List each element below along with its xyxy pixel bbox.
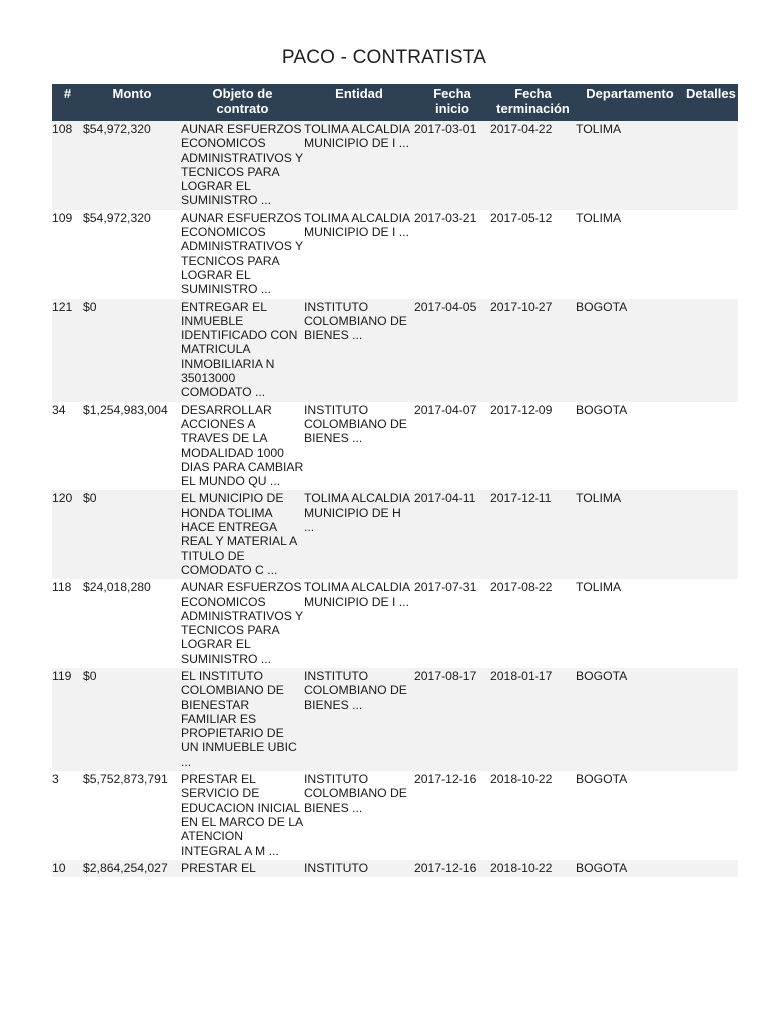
cell-objeto: ENTREGAR EL INMUEBLE IDENTIFICADO CON MATRICULA INMOBILIARIA N 35013000 COMODATO ...: [181, 299, 304, 402]
cell-monto: $54,972,320: [83, 121, 181, 210]
cell-monto: $2,864,254,027: [83, 860, 181, 877]
cell-fecha-inicio: 2017-04-05: [414, 299, 490, 402]
cell-monto: $24,018,280: [83, 579, 181, 668]
cell-monto: $54,972,320: [83, 210, 181, 299]
header-detalles: Detalles: [684, 84, 738, 121]
cell-entidad: INSTITUTO: [304, 860, 414, 877]
cell-detalles: [684, 402, 738, 491]
cell-num: 10: [52, 860, 83, 877]
cell-departamento: TOLIMA: [576, 579, 684, 668]
table-row: [52, 490, 738, 579]
table-row: [52, 121, 738, 210]
cell-num: 108: [52, 121, 83, 210]
cell-fecha-inicio: 2017-04-07: [414, 402, 490, 491]
cell-fecha-terminacion: 2017-12-11: [490, 490, 576, 579]
cell-detalles: [684, 668, 738, 771]
cell-fecha-terminacion: 2017-12-09: [490, 402, 576, 491]
cell-monto: $5,752,873,791: [83, 771, 181, 860]
table-row: [52, 210, 738, 299]
cell-fecha-inicio: 2017-03-21: [414, 210, 490, 299]
cell-fecha-inicio: 2017-07-31: [414, 579, 490, 668]
cell-departamento: TOLIMA: [576, 210, 684, 299]
cell-detalles: [684, 771, 738, 860]
cell-entidad: INSTITUTO COLOMBIANO DE BIENES ...: [304, 668, 414, 771]
cell-departamento: BOGOTA: [576, 860, 684, 877]
cell-departamento: TOLIMA: [576, 490, 684, 579]
header-monto: Monto: [83, 84, 181, 121]
cell-monto: $0: [83, 668, 181, 771]
cell-entidad: INSTITUTO COLOMBIANO DE BIENES ...: [304, 402, 414, 491]
cell-fecha-terminacion: 2018-10-22: [490, 860, 576, 877]
cell-objeto: AUNAR ESFUERZOS ECONOMICOS ADMINISTRATIVOS Y TECNICOS PARA LOGRAR EL SUMINISTRO ...: [181, 121, 304, 210]
cell-departamento: TOLIMA: [576, 121, 684, 210]
cell-detalles: [684, 860, 738, 877]
page-title: PACO - CONTRATISTA: [281, 47, 487, 68]
cell-fecha-terminacion: 2018-10-22: [490, 771, 576, 860]
table-row: [52, 668, 738, 771]
cell-objeto: AUNAR ESFUERZOS ECONOMICOS ADMINISTRATIVOS Y TECNICOS PARA LOGRAR EL SUMINISTRO ...: [181, 210, 304, 299]
cell-monto: $0: [83, 299, 181, 402]
cell-departamento: BOGOTA: [576, 771, 684, 860]
cell-fecha-inicio: 2017-03-01: [414, 121, 490, 210]
header-fecha-inicio: Fecha inicio: [414, 84, 490, 121]
header-departamento: Departamento: [576, 84, 684, 121]
table-row: [52, 860, 738, 877]
cell-detalles: [684, 210, 738, 299]
cell-monto: $1,254,983,004: [83, 402, 181, 491]
cell-departamento: BOGOTA: [576, 299, 684, 402]
cell-objeto: PRESTAR EL: [181, 860, 304, 877]
table-row: [52, 299, 738, 402]
cell-entidad: INSTITUTO COLOMBIANO DE BIENES ...: [304, 771, 414, 860]
header-fecha-terminacion: Fecha terminación: [490, 84, 576, 121]
cell-fecha-inicio: 2017-12-16: [414, 771, 490, 860]
table-header: [52, 84, 738, 121]
cell-num: 34: [52, 402, 83, 491]
cell-objeto: EL MUNICIPIO DE HONDA TOLIMA HACE ENTREGA REAL Y MATERIAL A TITULO DE COMODATO C ...: [181, 490, 304, 579]
cell-num: 121: [52, 299, 83, 402]
cell-num: 118: [52, 579, 83, 668]
cell-detalles: [684, 121, 738, 210]
cell-fecha-inicio: 2017-04-11: [414, 490, 490, 579]
cell-fecha-terminacion: 2018-01-17: [490, 668, 576, 771]
table-row: [52, 402, 738, 491]
cell-monto: $0: [83, 490, 181, 579]
cell-fecha-terminacion: 2017-08-22: [490, 579, 576, 668]
cell-num: 119: [52, 668, 83, 771]
cell-fecha-terminacion: 2017-04-22: [490, 121, 576, 210]
table-body: [52, 121, 738, 877]
cell-objeto: DESARROLLAR ACCIONES A TRAVES DE LA MODALIDAD 1000 DIAS PARA CAMBIAR EL MUNDO QU ...: [181, 402, 304, 491]
cell-entidad: INSTITUTO COLOMBIANO DE BIENES ...: [304, 299, 414, 402]
cell-objeto: EL INSTITUTO COLOMBIANO DE BIENESTAR FAMILIAR ES PROPIETARIO DE UN INMUEBLE UBIC ...: [181, 668, 304, 771]
header-num: #: [52, 84, 83, 121]
cell-fecha-terminacion: 2017-05-12: [490, 210, 576, 299]
header-entidad: Entidad: [304, 84, 414, 121]
cell-objeto: PRESTAR EL SERVICIO DE EDUCACION INICIAL EN EL MARCO DE LA ATENCION INTEGRAL A M ...: [181, 771, 304, 860]
cell-fecha-inicio: 2017-08-17: [414, 668, 490, 771]
cell-num: 3: [52, 771, 83, 860]
cell-fecha-terminacion: 2017-10-27: [490, 299, 576, 402]
cell-departamento: BOGOTA: [576, 668, 684, 771]
cell-detalles: [684, 579, 738, 668]
cell-entidad: TOLIMA ALCALDIA MUNICIPIO DE I ...: [304, 579, 414, 668]
cell-detalles: [684, 490, 738, 579]
cell-objeto: AUNAR ESFUERZOS ECONOMICOS ADMINISTRATIVOS Y TECNICOS PARA LOGRAR EL SUMINISTRO ...: [181, 579, 304, 668]
contracts-table: [52, 84, 738, 877]
cell-entidad: TOLIMA ALCALDIA MUNICIPIO DE I ...: [304, 210, 414, 299]
table-row: [52, 579, 738, 668]
cell-fecha-inicio: 2017-12-16: [414, 860, 490, 877]
cell-departamento: BOGOTA: [576, 402, 684, 491]
cell-num: 120: [52, 490, 83, 579]
cell-entidad: TOLIMA ALCALDIA MUNICIPIO DE H ...: [304, 490, 414, 579]
header-objeto: Objeto de contrato: [181, 84, 304, 121]
table-row: [52, 771, 738, 860]
cell-entidad: TOLIMA ALCALDIA MUNICIPIO DE I ...: [304, 121, 414, 210]
cell-detalles: [684, 299, 738, 402]
cell-num: 109: [52, 210, 83, 299]
